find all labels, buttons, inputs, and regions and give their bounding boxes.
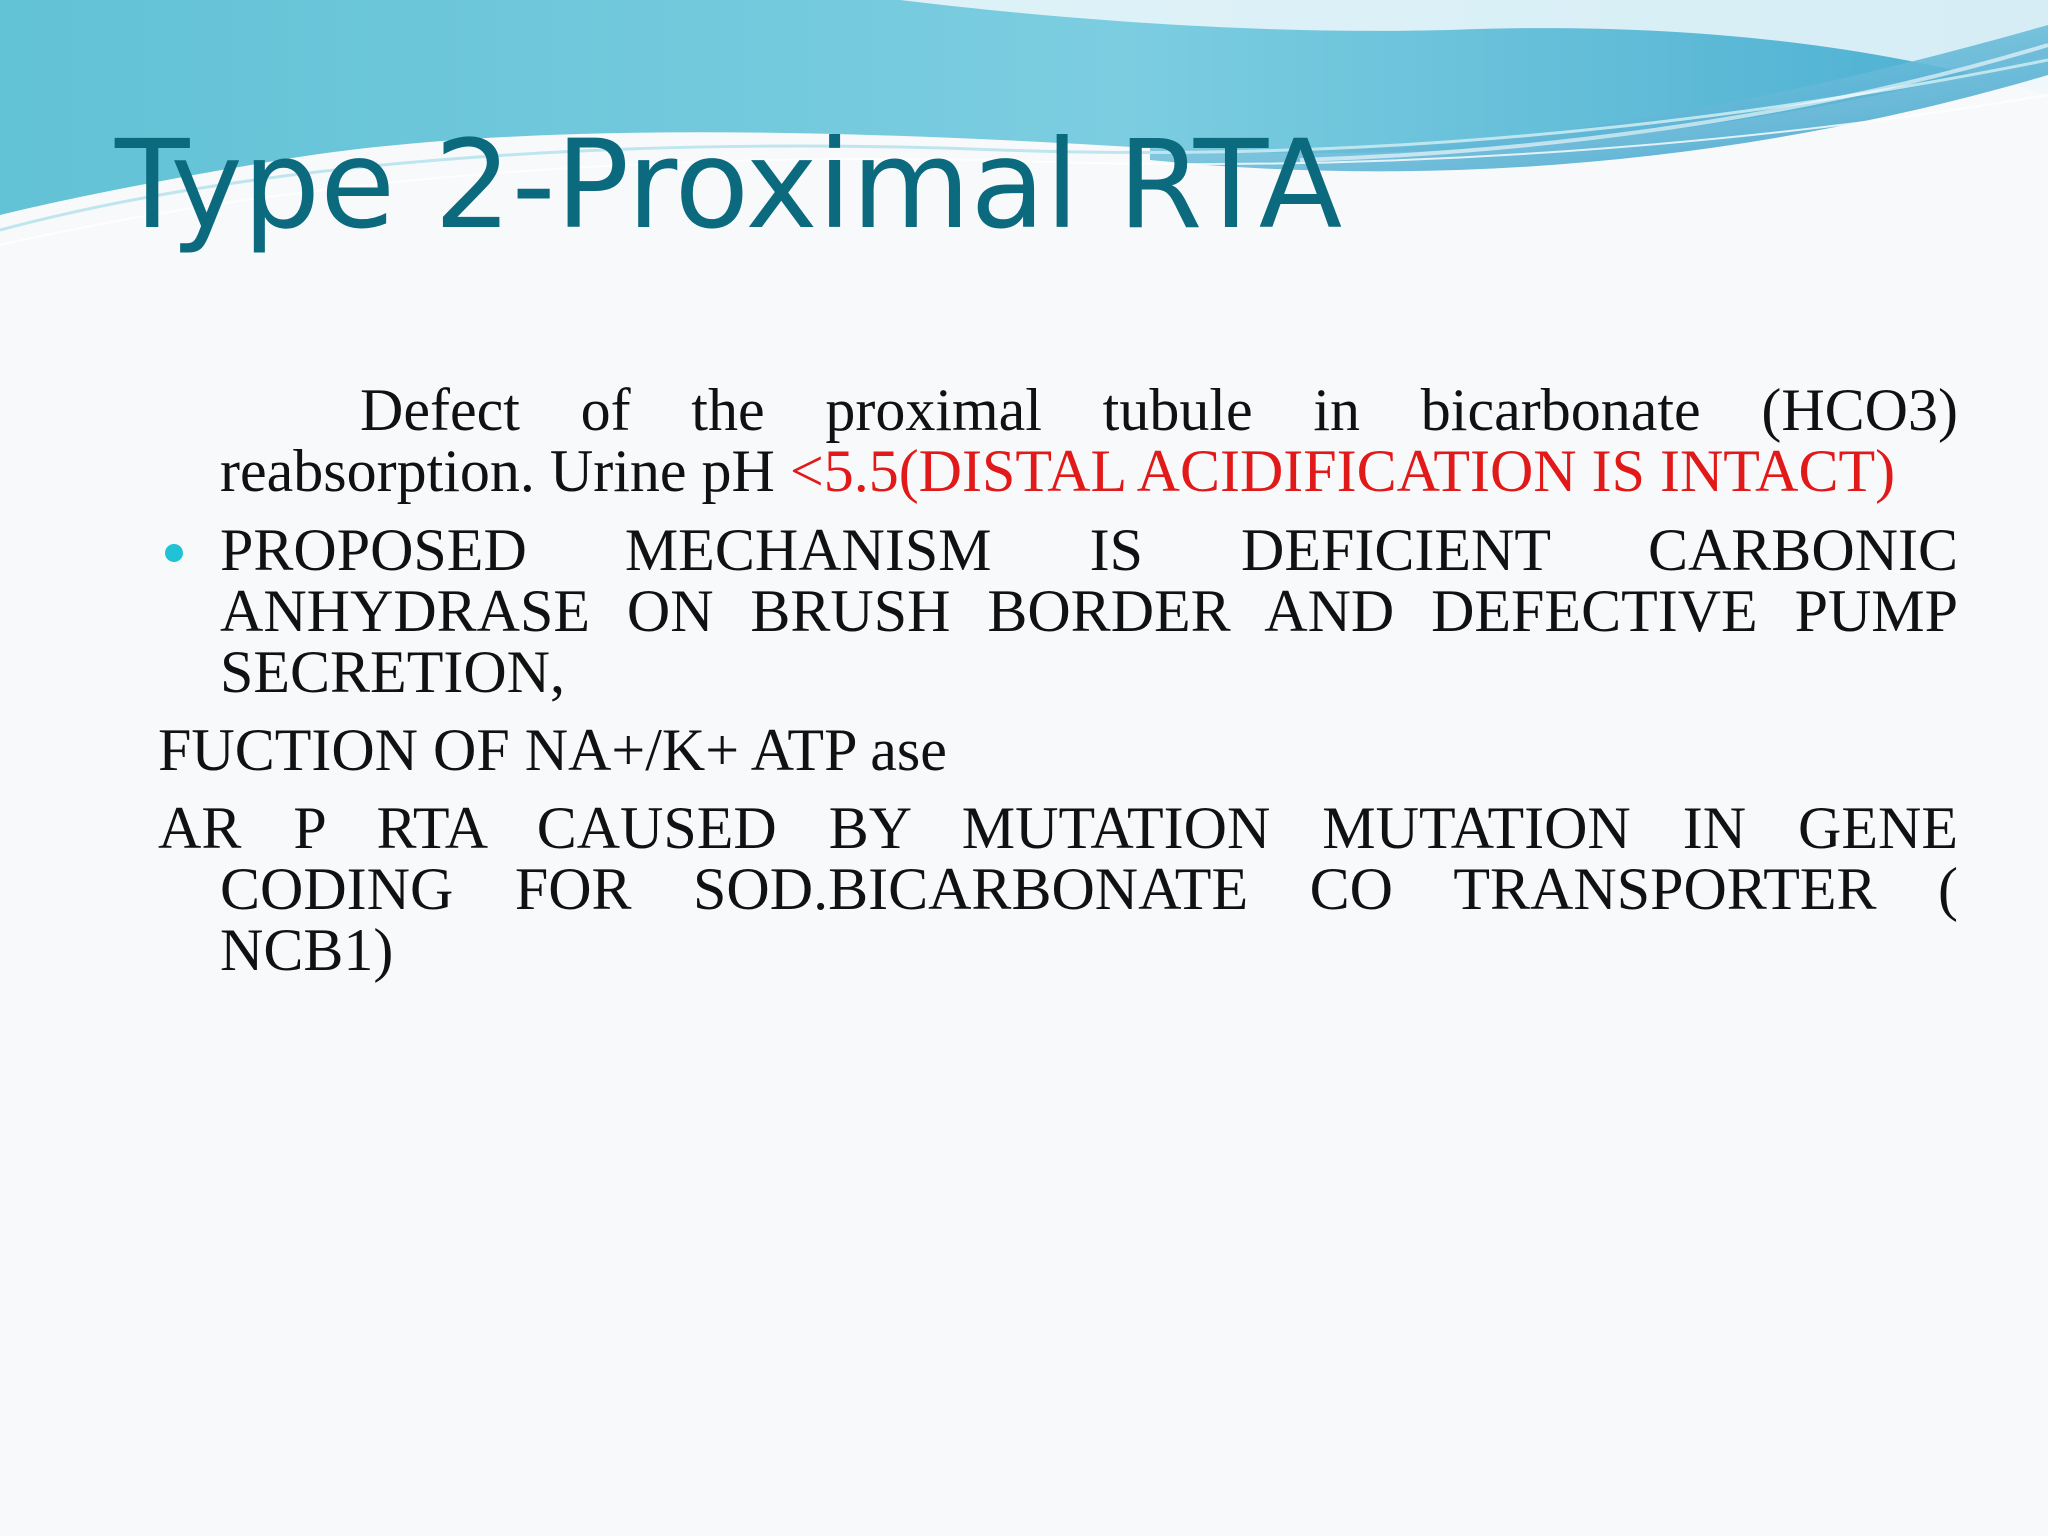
function-line: FUCTION OF NA+/K+ ATP ase [158,717,947,783]
mutation-paragraph: AR P RTA CAUSED BY MUTATION MUTATION IN GENE CODING FOR SOD.BICARBONATE CO TRANSPORTER ( NCB1) [158,795,1958,983]
definition-paragraph [155,377,1958,504]
mechanism-text: PROPOSED MECHANISM IS DEFICIENT CARBONIC ANHYDRASE ON BRUSH BORDER AND DEFECTIVE PUMP SECRETION, [220,517,1958,705]
bullet-dot-icon [165,544,183,562]
slide-body [155,377,1958,983]
bullet-item [155,517,1958,705]
urine-ph-highlight: <5.5(DISTAL ACIDIFICATION IS INTACT) [789,438,1896,504]
definition-text: Defect of the proximal tubule in bicarbonate (HCO3) reabsorption. Urine pH [220,377,1958,504]
slide-title: Type 2-Proximal RTA [115,114,1343,256]
